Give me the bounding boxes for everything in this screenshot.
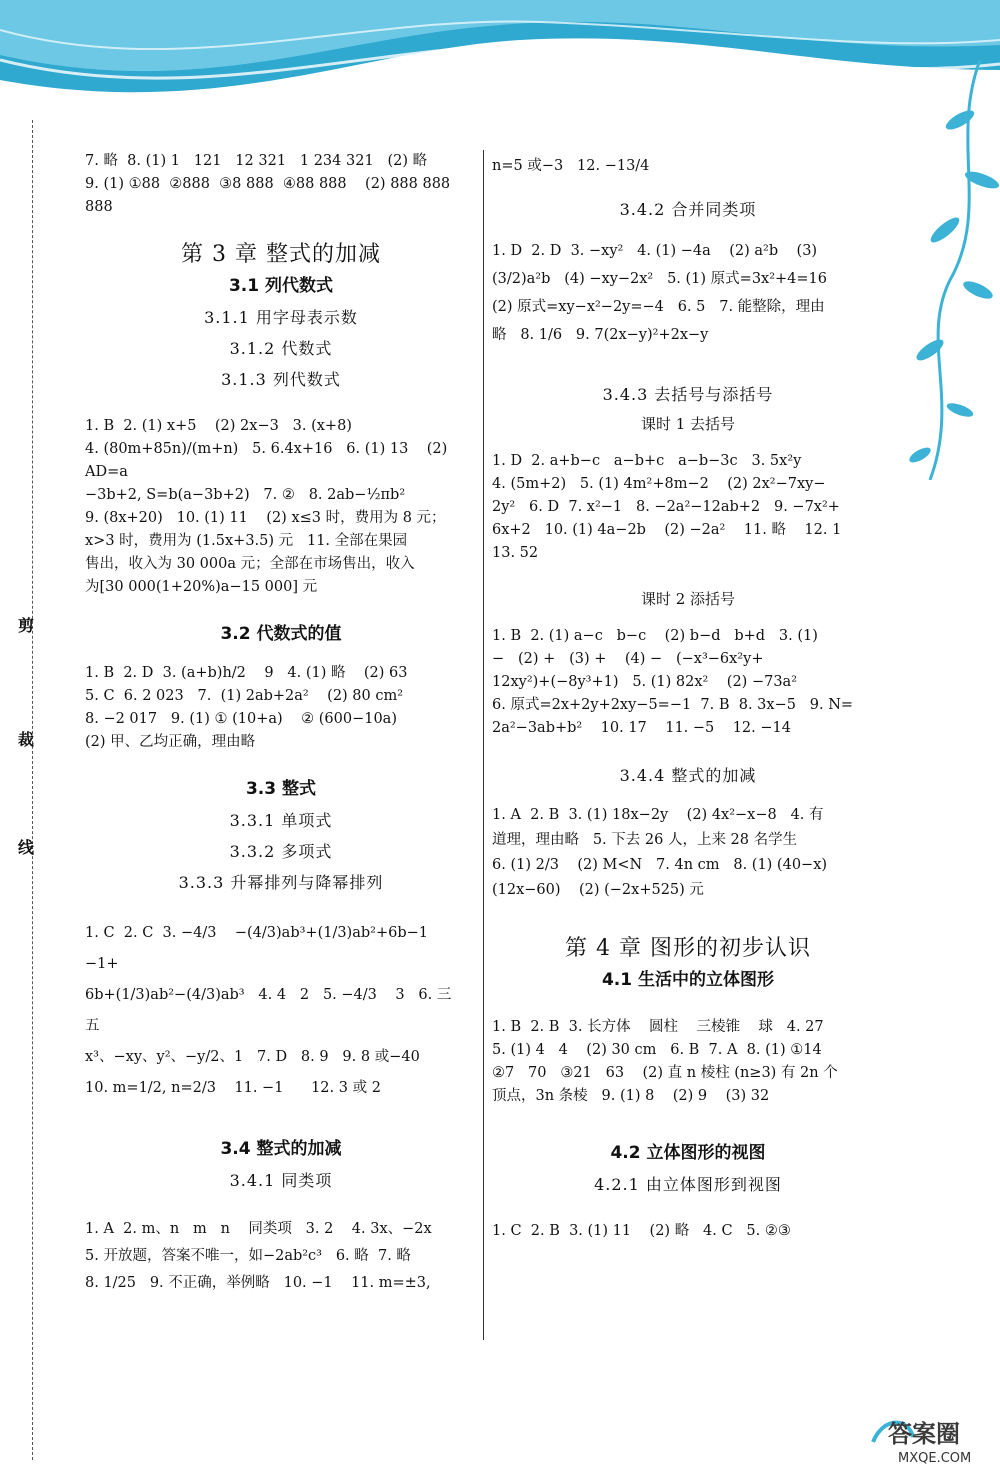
- answers-3-4-1: 1. A 2. m、n m n 同类项 3. 2 4. 3x、−2x 5. 开放题，答案不唯一，如−2ab²c³ 6. 略 7. 略 8. 1/25 9. 不正确，举例略 10. −1 11. m=±3,: [85, 1221, 432, 1291]
- answer-line-9: 9. (1) ①88 ②888 ③8 888 ④88 888 (2) 888 888 888: [85, 176, 455, 215]
- right-column: [492, 150, 884, 1243]
- answers-4-2-1: 1. C 2. B 3. (1) 11 (2) 略 4. C 5. ②③: [492, 1223, 791, 1239]
- vine-leaf-decoration: [890, 60, 1000, 480]
- answers-4-1: 1. B 2. B 3. 长方体 圆柱 三棱锥 球 4. 27 5. (1) 4 4 (2) 30 cm 6. B 7. A 8. (1) ①14 ②7 70 ③21 63 (2) 直 n 棱柱 (n≥3) 有 2n 个 顶点，3n 条棱 9. (1) 8 (2) 9 (3) 32: [492, 1019, 838, 1104]
- section-3-2-title: 3.2 代数式的值: [220, 624, 342, 644]
- watermark-text: 答案圈: [888, 1420, 960, 1448]
- section-3-3-title: 3.3 整式: [245, 779, 317, 799]
- section-3-4-title: 3.4 整式的加减: [220, 1139, 342, 1159]
- column-divider: [483, 150, 484, 1340]
- section-3-1-3-title: 3.1.3 列代数式: [221, 370, 341, 389]
- answers-3-4-3-lesson-1: 1. D 2. a+b−c a−b+c a−b−3c 3. 5x²y 4. (5m+2) 5. (1) 4m²+8m−2 (2) 2x²−7xy− 2y² 6. D 7. x²−1 8. −2a²−12ab+2 9. −7x²+ 6x+2 10. (1) 4a−2b (2) −2a² 11. 略 12. 1 13. 52: [492, 453, 842, 561]
- answers-3-2: 1. B 2. D 3. (a+b)h/2 9 4. (1) 略 (2) 63 5. C 6. 2 023 7. (1) 2ab+2a² (2) 80 cm² 8. −2 017 9. (1) ① (10+a) ② (600−10a) (2) 甲、乙均正确，理由略: [85, 665, 408, 750]
- section-3-3-1-title: 3.3.1 单项式: [229, 811, 333, 830]
- cut-mark-2: 裁: [18, 730, 35, 749]
- section-3-1-title: 3.1 列代数式: [228, 276, 334, 296]
- section-4-1-title: 4.1 生活中的立体图形: [601, 970, 775, 990]
- section-3-4-4-title: 3.4.4 整式的加减: [619, 766, 757, 785]
- lesson-2-title: 课时 2 添括号: [640, 590, 736, 608]
- lesson-1-title: 课时 1 去括号: [640, 415, 736, 433]
- section-4-2-title: 4.2 立体图形的视图: [610, 1143, 766, 1163]
- answers-3-1: 1. B 2. (1) x+5 (2) 2x−3 3. (x+8) 4. (80m+85n)/(m+n) 5. 6.4x+16 6. (1) 13 (2) AD=a −3b+2, S=b(a−3b+2) 7. ② 8. 2ab−½πb² 9. (8x+20) 10. (1) 11 (2) x≤3 时，费用为 8 元； x>3 时，费用为 (1.5x+3.5) 元 11. 全部在果园 售出，收入为 30 000a 元；全部在市场售出，收入 为[30 000(1+20%)a−15 000] 元: [85, 418, 448, 595]
- watermark-logo: [868, 1412, 993, 1467]
- section-3-1-1-title: 3.1.1 用字母表示数: [204, 308, 358, 327]
- section-3-3-3-title: 3.3.3 升幂排列与降幂排列: [178, 873, 384, 892]
- chapter-4-title: 第 4 章 图形的初步认识: [565, 936, 811, 961]
- watermark-url: MXQE.COM: [898, 1451, 972, 1466]
- section-3-3-2-title: 3.3.2 多项式: [229, 842, 333, 861]
- answer-continued-line: n=5 或−3 12. −13/4: [492, 158, 650, 174]
- answers-3-4-3-lesson-2: 1. B 2. (1) a−c b−c (2) b−d b+d 3. (1) − (2) + (3) + (4) − (−x³−6x²y+ 12xy²)+(−8y³+1) 5. (1) 82x² (2) −73a² 6. 原式=2x+2y+2xy−5=−1 7. B 8. 3x−5 9. N= 2a²−3ab+b² 10. 17 11. −5 12. −14: [492, 628, 854, 736]
- answer-line-7-8: 7. 略 8. (1) 1 121 12 321 1 234 321 (2) 略: [85, 153, 428, 169]
- left-column: [85, 150, 477, 1297]
- section-3-4-1-title: 3.4.1 同类项: [229, 1171, 333, 1190]
- section-3-4-3-title: 3.4.3 去括号与添括号: [602, 385, 774, 404]
- section-4-2-1-title: 4.2.1 由立体图形到视图: [594, 1175, 782, 1194]
- cut-mark-1: 剪: [18, 616, 35, 635]
- answers-3-4-2: 1. D 2. D 3. −xy² 4. (1) −4a (2) a²b (3) (3/2)a²b (4) −xy−2x² 5. (1) 原式=3x²+4=16 (2) 原式=xy−x²−2y=−4 6. 5 7. 能整除，理由 略 8. 1/6 9. 7(2x−y)²+2x−y: [492, 243, 828, 343]
- answers-3-3: 1. C 2. C 3. −4/3 −(4/3)ab³+(1/3)ab²+6b−1 −1+ 6b+(1/3)ab²−(4/3)ab³ 4. 4 2 5. −4/3 3 6. 三 五 x³、−xy、y²、−y/2、1 7. D 8. 9 9. 8 或−40 10. m=1/2, n=2/3 11. −1 12. 3 或 2: [85, 925, 452, 1096]
- section-3-1-2-title: 3.1.2 代数式: [229, 339, 333, 358]
- chapter-3-title: 第 3 章 整式的加减: [181, 242, 381, 267]
- cut-mark-3: 线: [18, 838, 35, 857]
- cut-dashed-line: [32, 120, 33, 1460]
- answers-3-4-4: 1. A 2. B 3. (1) 18x−2y (2) 4x²−x−8 4. 有 道理，理由略 5. 下去 26 人，上来 28 名学生 6. (1) 2/3 (2) M<N 7. 4n cm 8. (1) (40−x) (12x−60) (2) (−2x+525) 元: [492, 807, 828, 898]
- header-banner-decoration: [0, 0, 1000, 160]
- section-3-4-2-title: 3.4.2 合并同类项: [619, 200, 757, 219]
